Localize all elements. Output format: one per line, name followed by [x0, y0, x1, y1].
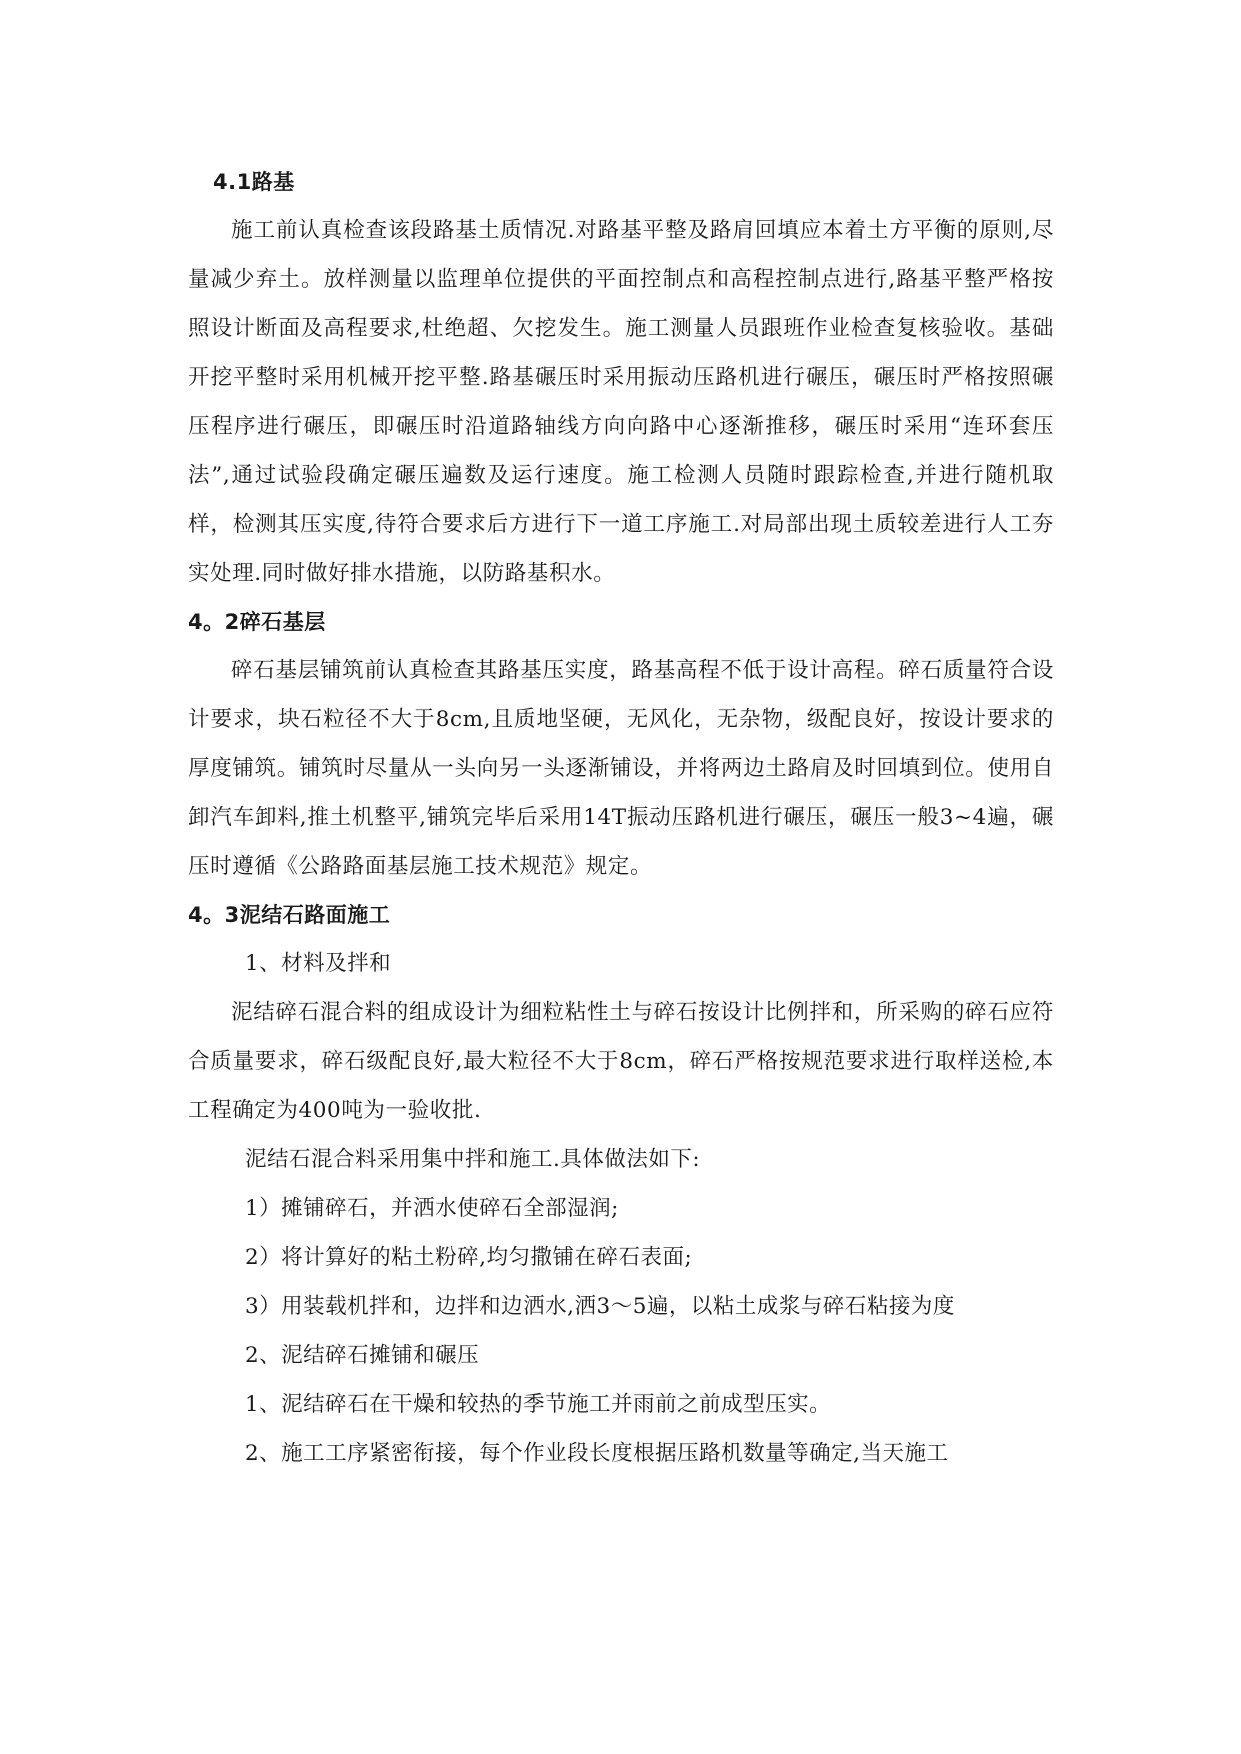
- step-item: 3）用装载机拌和，边拌和边洒水,洒3～5遍，以粘土成浆与碎石粘接为度: [245, 1294, 955, 1319]
- subsection-materials-mixing: 1、材料及拌和: [245, 951, 392, 976]
- subsection-spreading-compaction: 2、泥结碎石摊铺和碾压: [245, 1343, 480, 1368]
- section-4-2-paragraph: 碎石基层铺筑前认真检查其路基压实度，路基高程不低于设计高程。碎石质量符合设计要求，块石粒径不大于8cm,且质地坚硬，无风化，无杂物，级配良好，按设计要求的厚度铺筑。铺筑时尽量从一头向另一头逐渐铺设，并将两边土路肩及时回填到位。使用自卸汽车卸料,推土机整平,铺筑完毕后采用14T振动压路机进行碾压，碾压一般3~4遍，碾压时遵循《公路路面基层施工技术规范》规定。: [188, 658, 1054, 879]
- section-4-3-heading: 4。3泥结石路面施工: [188, 903, 391, 927]
- list-item: 2、施工工序紧密衔接，每个作业段长度根据压路机数量等确定,当天施工: [245, 1441, 949, 1466]
- section-4-3-paragraph-2: 泥结石混合料采用集中拌和施工.具体做法如下:: [245, 1147, 701, 1172]
- section-4-3-paragraph-1: 泥结碎石混合料的组成设计为细粒粘性土与碎石按设计比例拌和，所采购的碎石应符合质量要求，碎石级配良好,最大粒径不大于8cm，碎石严格按规范要求进行取样送检,本工程确定为400吨为一验收批.: [188, 1000, 1054, 1123]
- document-body: [188, 158, 1054, 1478]
- step-item: 2）将计算好的粘土粉碎,均匀撒铺在碎石表面;: [245, 1245, 693, 1270]
- step-item: 1）摊铺碎石，并洒水使碎石全部湿润;: [245, 1196, 619, 1221]
- section-4-1-heading: 4.1路基: [213, 170, 295, 194]
- section-4-1-paragraph: 施工前认真检查该段路基土质情况.对路基平整及路肩回填应本着土方平衡的原则,尽量减少弃土。放样测量以监理单位提供的平面控制点和高程控制点进行,路基平整严格按照设计断面及高程要求,杜绝超、欠挖发生。施工测量人员跟班作业检查复核验收。基础开挖平整时采用机械开挖平整.路基碾压时采用振动压路机进行碾压，碾压时严格按照碾压程序进行碾压，即碾压时沿道路轴线方向向路中心逐渐推移，碾压时采用“连环套压法”,通过试验段确定碾压遍数及运行速度。施工检测人员随时跟踪检查,并进行随机取样，检测其压实度,待符合要求后方进行下一道工序施工.对局部出现土质较差进行人工夯实处理.同时做好排水措施，以防路基积水。: [188, 218, 1054, 586]
- list-item: 1、泥结碎石在干燥和较热的季节施工并雨前之前成型压实。: [245, 1392, 832, 1417]
- section-4-2-heading: 4。2碎石基层: [188, 610, 326, 634]
